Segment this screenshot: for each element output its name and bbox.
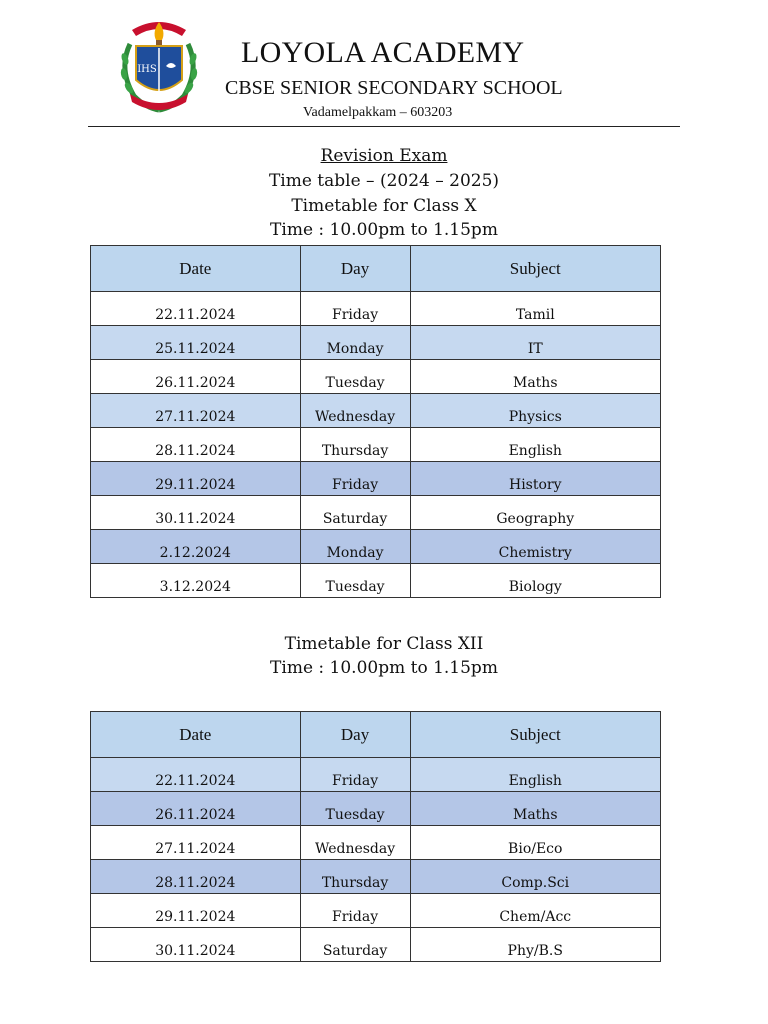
cell-date: 28.11.2024 <box>91 428 301 462</box>
table-row <box>91 360 661 394</box>
school-name: LOYOLA ACADEMY <box>241 36 525 69</box>
table-row <box>91 326 661 360</box>
school-crest-icon <box>116 14 202 114</box>
cell-date: 2.12.2024 <box>91 530 301 564</box>
table-row <box>91 462 661 496</box>
cell-date: 22.11.2024 <box>91 758 301 792</box>
cell-day: Friday <box>300 894 410 928</box>
svg-text:IHS: IHS <box>137 64 157 75</box>
class-x-time: Time : 10.00pm to 1.15pm <box>270 220 498 240</box>
class-xii-title: Timetable for Class XII <box>284 634 484 654</box>
table-header-row <box>91 712 661 758</box>
cell-day: Friday <box>300 462 410 496</box>
cell-date: 30.11.2024 <box>91 928 301 962</box>
table-row <box>91 792 661 826</box>
cell-date: 30.11.2024 <box>91 496 301 530</box>
cell-day: Thursday <box>300 428 410 462</box>
cell-subject: Chem/Acc <box>410 894 660 928</box>
cell-day: Saturday <box>300 928 410 962</box>
column-header-day: Day <box>300 246 410 292</box>
column-header-day: Day <box>300 712 410 758</box>
table-row <box>91 564 661 598</box>
table-row <box>91 826 661 860</box>
table-row <box>91 860 661 894</box>
cell-date: 29.11.2024 <box>91 894 301 928</box>
cell-date: 28.11.2024 <box>91 860 301 894</box>
cell-subject: Geography <box>410 496 660 530</box>
exam-year: Time table – (2024 – 2025) <box>268 171 500 191</box>
cell-day: Wednesday <box>300 826 410 860</box>
cell-subject: Bio/Eco <box>410 826 660 860</box>
class-x-title: Timetable for Class X <box>291 196 477 216</box>
cell-subject: English <box>410 758 660 792</box>
header-divider <box>88 126 680 127</box>
table-row <box>91 758 661 792</box>
table-row <box>91 894 661 928</box>
school-type: CBSE SENIOR SECONDARY SCHOOL <box>225 77 563 99</box>
cell-subject: Comp.Sci <box>410 860 660 894</box>
cell-day: Tuesday <box>300 792 410 826</box>
cell-subject: IT <box>410 326 660 360</box>
table-row <box>91 394 661 428</box>
cell-subject: English <box>410 428 660 462</box>
cell-date: 27.11.2024 <box>91 394 301 428</box>
school-address: Vadamelpakkam – 603203 <box>303 105 453 120</box>
class-xii-timetable <box>90 711 661 962</box>
cell-subject: Phy/B.S <box>410 928 660 962</box>
class-x-timetable <box>90 245 661 598</box>
exam-title: Revision Exam <box>320 146 448 166</box>
column-header-subject: Subject <box>410 712 660 758</box>
cell-subject: Chemistry <box>410 530 660 564</box>
cell-day: Friday <box>300 292 410 326</box>
cell-subject: Maths <box>410 360 660 394</box>
cell-day: Tuesday <box>300 564 410 598</box>
cell-day: Friday <box>300 758 410 792</box>
column-header-subject: Subject <box>410 246 660 292</box>
cell-subject: Maths <box>410 792 660 826</box>
cell-day: Monday <box>300 326 410 360</box>
cell-date: 27.11.2024 <box>91 826 301 860</box>
class-xii-time: Time : 10.00pm to 1.15pm <box>270 658 498 678</box>
cell-day: Saturday <box>300 496 410 530</box>
cell-day: Thursday <box>300 860 410 894</box>
cell-subject: Tamil <box>410 292 660 326</box>
table-row <box>91 530 661 564</box>
table-row <box>91 292 661 326</box>
table-row <box>91 928 661 962</box>
cell-day: Wednesday <box>300 394 410 428</box>
cell-subject: Biology <box>410 564 660 598</box>
table-row <box>91 496 661 530</box>
table-header-row <box>91 246 661 292</box>
column-header-date: Date <box>91 712 301 758</box>
cell-day: Tuesday <box>300 360 410 394</box>
cell-day: Monday <box>300 530 410 564</box>
cell-date: 26.11.2024 <box>91 360 301 394</box>
cell-subject: Physics <box>410 394 660 428</box>
cell-date: 26.11.2024 <box>91 792 301 826</box>
cell-date: 3.12.2024 <box>91 564 301 598</box>
cell-date: 29.11.2024 <box>91 462 301 496</box>
cell-date: 25.11.2024 <box>91 326 301 360</box>
cell-date: 22.11.2024 <box>91 292 301 326</box>
column-header-date: Date <box>91 246 301 292</box>
cell-subject: History <box>410 462 660 496</box>
table-row <box>91 428 661 462</box>
